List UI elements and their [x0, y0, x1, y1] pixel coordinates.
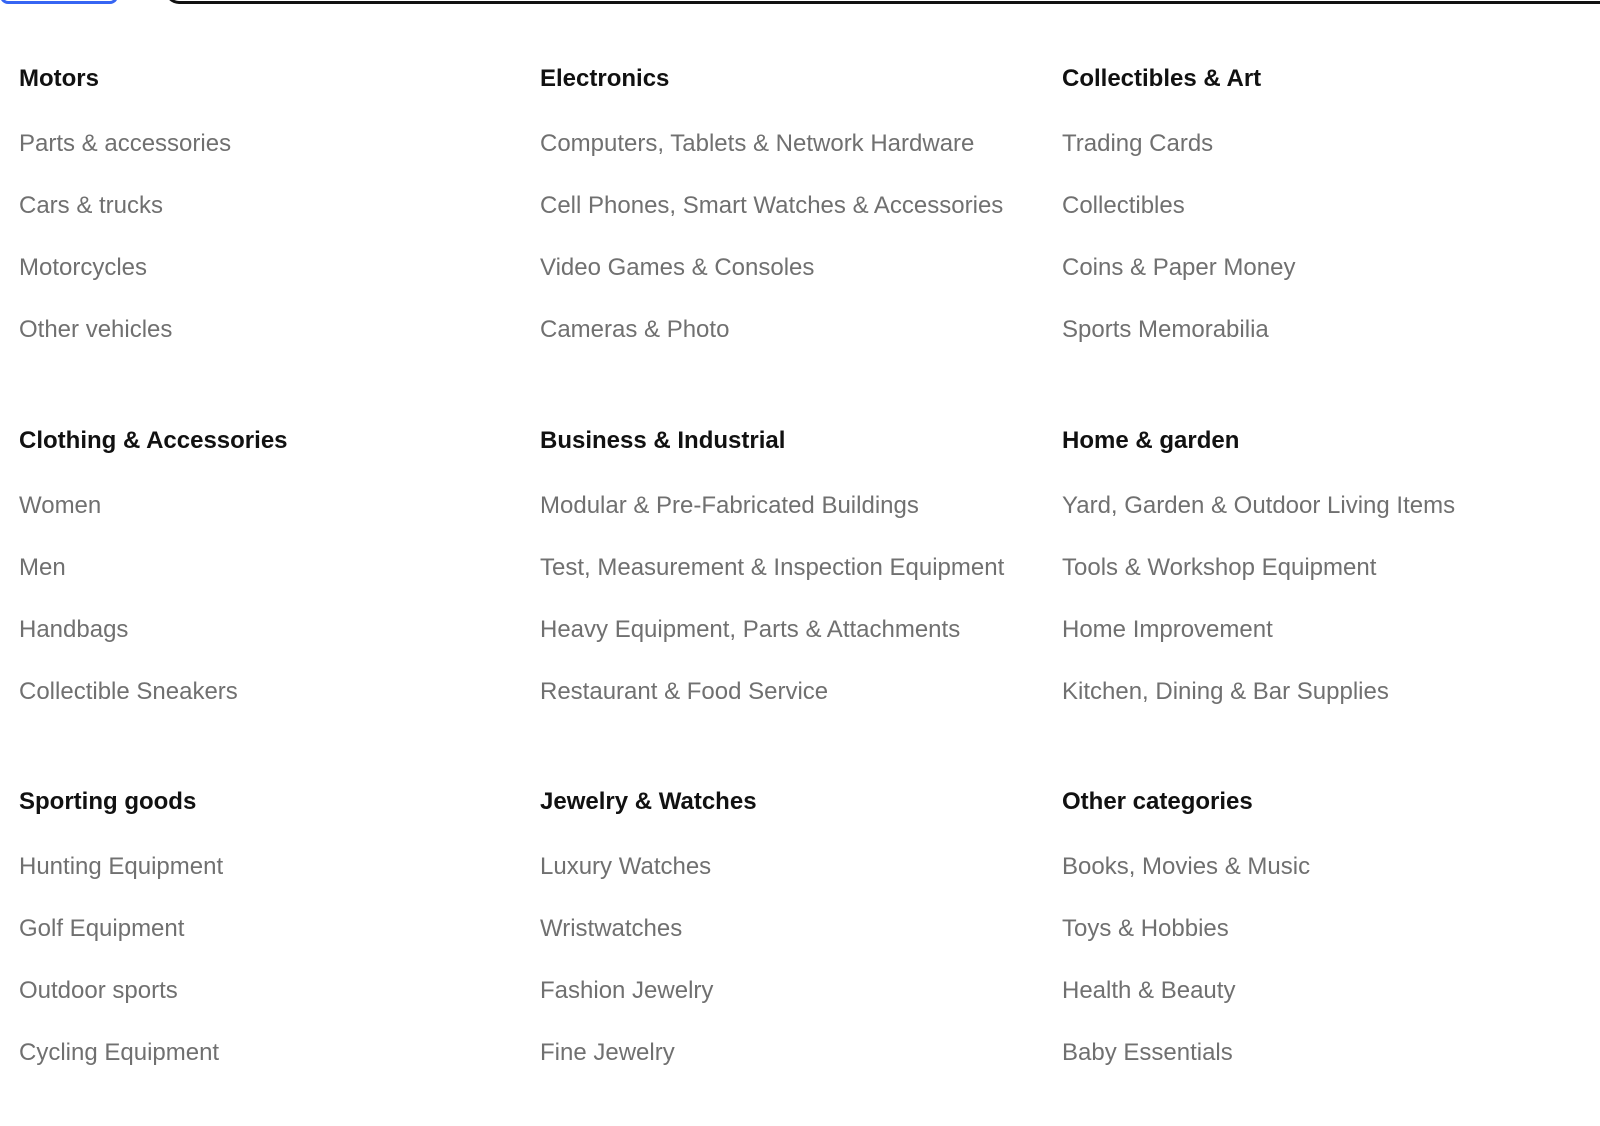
- search-box-edge[interactable]: [165, 0, 1600, 4]
- category-link[interactable]: Golf Equipment: [19, 915, 185, 942]
- category-link[interactable]: Wristwatches: [540, 915, 683, 942]
- category-title[interactable]: Electronics: [540, 65, 670, 92]
- category-title[interactable]: Motors: [19, 65, 99, 92]
- category-link[interactable]: Collectible Sneakers: [19, 678, 238, 705]
- category-link[interactable]: Computers, Tablets & Network Hardware: [540, 130, 975, 157]
- category-link[interactable]: Tools & Workshop Equipment: [1062, 554, 1377, 581]
- category-link[interactable]: Modular & Pre-Fabricated Buildings: [540, 492, 919, 519]
- category-link[interactable]: Hunting Equipment: [19, 853, 224, 880]
- category-link[interactable]: Cell Phones, Smart Watches & Accessories: [540, 192, 1004, 219]
- category-title[interactable]: Business & Industrial: [540, 427, 786, 454]
- category-link[interactable]: Kitchen, Dining & Bar Supplies: [1062, 678, 1389, 705]
- category-title[interactable]: Collectibles & Art: [1062, 65, 1262, 92]
- category-link[interactable]: Outdoor sports: [19, 977, 178, 1004]
- category-link[interactable]: Cameras & Photo: [540, 316, 730, 343]
- category-link[interactable]: Parts & accessories: [19, 130, 232, 157]
- category-link[interactable]: Restaurant & Food Service: [540, 678, 829, 705]
- category-link[interactable]: Fine Jewelry: [540, 1039, 675, 1066]
- category-title[interactable]: Jewelry & Watches: [540, 788, 757, 815]
- category-link[interactable]: Sports Memorabilia: [1062, 316, 1269, 343]
- category-link[interactable]: Video Games & Consoles: [540, 254, 815, 281]
- category-link[interactable]: Toys & Hobbies: [1062, 915, 1229, 942]
- category-link[interactable]: Fashion Jewelry: [540, 977, 714, 1004]
- category-link[interactable]: Cycling Equipment: [19, 1039, 220, 1066]
- category-title[interactable]: Sporting goods: [19, 788, 197, 815]
- category-link[interactable]: Baby Essentials: [1062, 1039, 1233, 1066]
- category-title[interactable]: Clothing & Accessories: [19, 427, 288, 454]
- active-tab-edge[interactable]: [0, 0, 118, 4]
- category-link[interactable]: Test, Measurement & Inspection Equipment: [540, 554, 1005, 581]
- category-link[interactable]: Motorcycles: [19, 254, 148, 281]
- category-link[interactable]: Women: [19, 492, 102, 519]
- category-link[interactable]: Books, Movies & Music: [1062, 853, 1311, 880]
- category-link[interactable]: Yard, Garden & Outdoor Living Items: [1062, 492, 1456, 519]
- category-link[interactable]: Cars & trucks: [19, 192, 164, 219]
- category-link[interactable]: Men: [19, 554, 66, 581]
- category-link[interactable]: Coins & Paper Money: [1062, 254, 1296, 281]
- category-link[interactable]: Other vehicles: [19, 316, 173, 343]
- category-link[interactable]: Handbags: [19, 616, 129, 643]
- category-title[interactable]: Other categories: [1062, 788, 1253, 815]
- category-link[interactable]: Luxury Watches: [540, 853, 712, 880]
- category-link[interactable]: Trading Cards: [1062, 130, 1214, 157]
- category-link[interactable]: Home Improvement: [1062, 616, 1273, 643]
- category-link[interactable]: Heavy Equipment, Parts & Attachments: [540, 616, 961, 643]
- category-link[interactable]: Health & Beauty: [1062, 977, 1236, 1004]
- top-bar-edge: [0, 0, 1600, 8]
- category-link[interactable]: Collectibles: [1062, 192, 1185, 219]
- category-title[interactable]: Home & garden: [1062, 427, 1240, 454]
